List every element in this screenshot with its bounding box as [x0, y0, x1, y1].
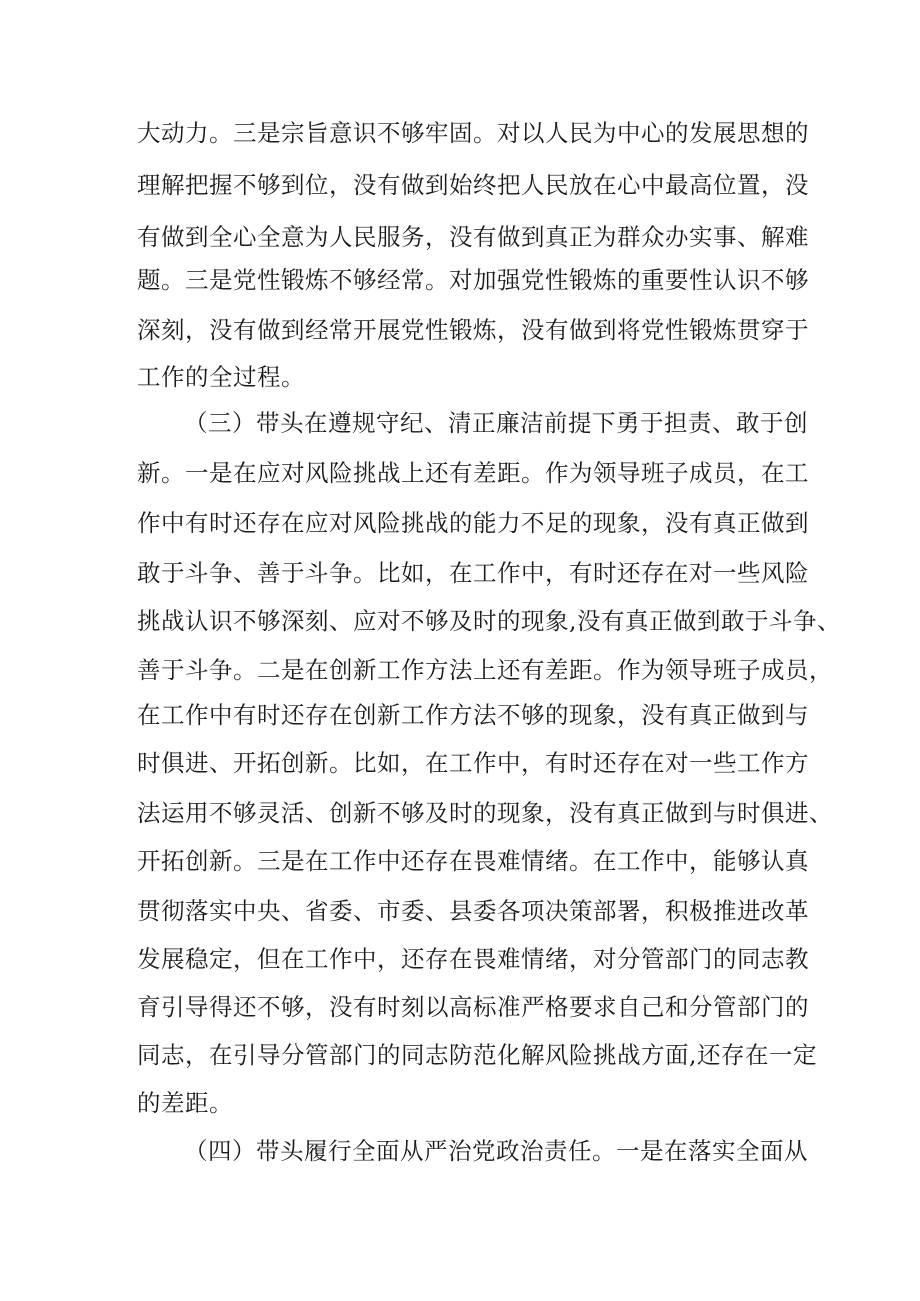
paragraph-line: 理解把握不够到位，没有做到始终把人民放在心中最高位置，没 [137, 171, 809, 199]
paragraph-line: 大动力。三是宗旨意识不够牢固。对以人民为中心的发展思想的 [137, 119, 809, 147]
paragraph-line: 在工作中有时还存在创新工作方法不够的现象，没有真正做到与 [137, 701, 809, 729]
paragraph-line: 法运用不够灵活、创新不够及时的现象，没有真正做到与时俱进、 [137, 799, 833, 827]
paragraph-line: 工作的全过程。 [137, 363, 305, 391]
paragraph-line: 作中有时还存在应对风险挑战的能力不足的现象，没有真正做到 [137, 509, 809, 537]
paragraph-line: 敢于斗争、善于斗争。比如，在工作中，有时还存在对一些风险 [137, 559, 809, 587]
paragraph-line: 深刻，没有做到经常开展党性锻炼，没有做到将党性锻炼贯穿于 [137, 316, 809, 344]
paragraph-line: 时俱进、开拓创新。比如，在工作中，有时还存在对一些工作方 [137, 749, 809, 777]
paragraph-line: 育引导得还不够，没有时刻以高标准严格要求自己和分管部门的 [137, 993, 809, 1021]
paragraph-line: 新。一是在应对风险挑战上还有差距。作为领导班子成员，在工 [137, 459, 809, 487]
section-heading-line: （三）带头在遵规守纪、清正廉洁前提下勇于担责、敢于创 [184, 409, 808, 437]
paragraph-line: 挑战认识不够深刻、应对不够及时的现象,没有真正做到敢于斗争、 [137, 607, 841, 635]
paragraph-line: 有做到全心全意为人民服务，没有做到真正为群众办实事、解难 [137, 223, 809, 251]
paragraph-line: 同志，在引导分管部门的同志防范化解风险挑战方面,还存在一定 [137, 1041, 817, 1069]
paragraph-line: 的差距。 [137, 1089, 233, 1117]
section-heading-line: （四）带头履行全面从严治党政治责任。一是在落实全面从 [184, 1137, 808, 1165]
paragraph-line: 贯彻落实中央、省委、市委、县委各项决策部署，积极推进改革 [137, 897, 809, 925]
paragraph-line: 开拓创新。三是在工作中还存在畏难情绪。在工作中，能够认真 [137, 847, 809, 875]
paragraph-line: 善于斗争。二是在创新工作方法上还有差距。作为领导班子成员， [137, 656, 833, 684]
paragraph-line: 发展稳定，但在工作中，还存在畏难情绪，对分管部门的同志教 [137, 945, 809, 973]
paragraph-line: 题。三是党性锻炼不够经常。对加强党性锻炼的重要性认识不够 [137, 266, 809, 294]
